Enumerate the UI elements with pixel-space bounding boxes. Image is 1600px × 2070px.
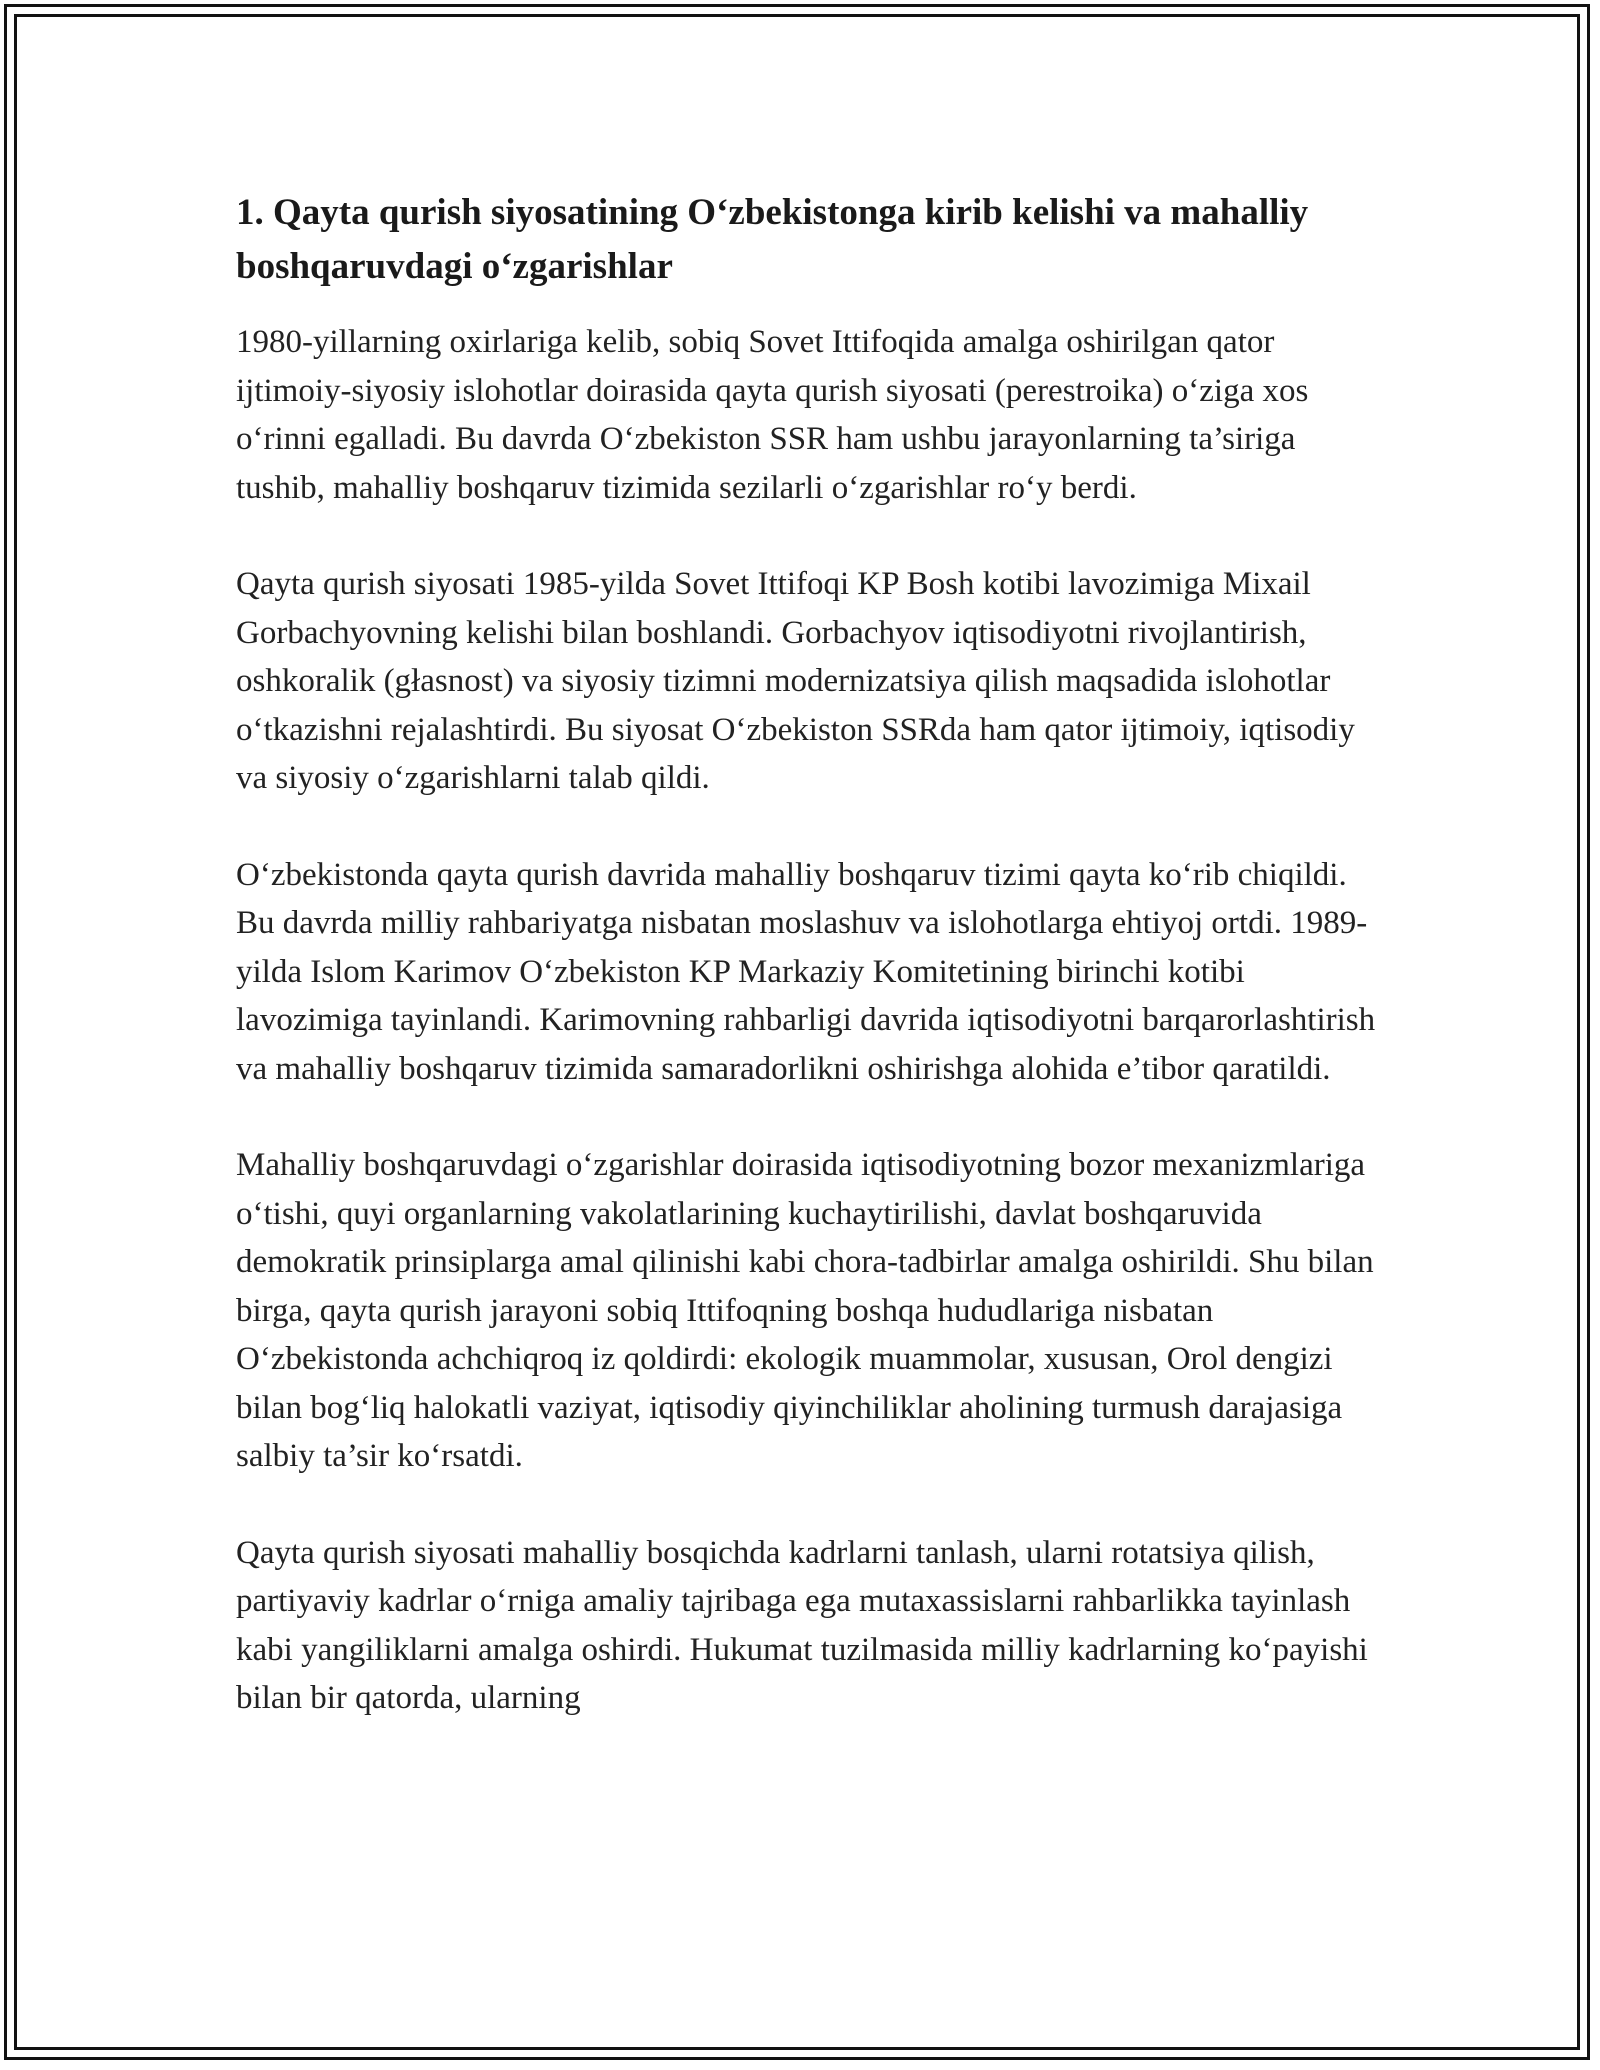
paragraph-2: Qayta qurish siyosati 1985-yilda Sovet Ittifoqi KP Bosh kotibi lavozimiga Mixail Gorbachyovning kelishi bilan boshlandi. Gorbachyov iqtisodiyotni rivojlantirish, oshkoralik (głasnost) va siyosiy tizimni modernizatsiya qilish maqsadida islohotlar o‘tkazishni rejalashtirdi. Bu siyosat O‘zbekiston SSRda ham qator ijtimoiy, iqtisodiy va siyosiy o‘zgarishlarni talab qildi. [236, 566, 1355, 796]
paragraph-5: Qayta qurish siyosati mahalliy bosqichda kadrlarni tanlash, ularni rotatsiya qilish, partiyaviy kadrlar o‘rniga amaliy tajribaga ega mutaxassislarni rahbarlikka tayinlash kabi yangiliklarni amalga oshirdi. Hukumat tuzilmasida milliy kadrlarning ko‘payishi bilan bir qatorda, ularning [236, 1534, 1368, 1716]
section-heading: 1. Qayta qurish siyosatining O‘zbekistonga kirib kelishi va mahalliy boshqaruvdagi o‘zgarishlar [236, 192, 1309, 287]
paragraph-1: 1980-yillarning oxirlariga kelib, sobiq Sovet Ittifoqida amalga oshirilgan qator ijtimoiy-siyosiy islohotlar doirasida qayta qurish siyosati (perestroika) o‘ziga xos o‘rinni egalladi. Bu davrda O‘zbekiston SSR ham ushbu jarayonlarning ta’siriga tushib, mahalliy boshqaruv tizimida sezilarli o‘zgarishlar ro‘y berdi. [236, 324, 1309, 506]
paragraph-4: Mahalliy boshqaruvdagi o‘zgarishlar doirasida iqtisodiyotning bozor mexanizmlariga o‘tishi, quyi organlarning vakolatlarining kuchaytirilishi, davlat boshqaruvida demokratik prinsiplarga amal qilinishi kabi chora-tadbirlar amalga oshirildi. Shu bilan birga, qayta qurish jarayoni sobiq Ittifoqning boshqa hududlariga nisbatan O‘zbekistonda achchiqroq iz qoldirdi: ekologik muammolar, xususan, Orol dengizi bilan bog‘liq halokatli vaziyat, iqtisodiy qiyinchiliklar aholining turmush darajasiga salbiy ta’sir ko‘rsatdi. [236, 1147, 1374, 1474]
document-body [236, 186, 1376, 1771]
paragraph-3: O‘zbekistonda qayta qurish davrida mahalliy boshqaruv tizimi qayta ko‘rib chiqildi. Bu davrda milliy rahbariyatga nisbatan moslashuv va islohotlarga ehtiyoj ortdi. 1989-yilda Islom Karimov O‘zbekiston KP Markaziy Komitetining birinchi kotibi lavozimiga tayinlandi. Karimovning rahbarligi davrida iqtisodiyotni barqarorlashtirish va mahalliy boshqaruv tizimida samaradorlikni oshirishga alohida e’tibor qaratildi. [236, 856, 1376, 1087]
